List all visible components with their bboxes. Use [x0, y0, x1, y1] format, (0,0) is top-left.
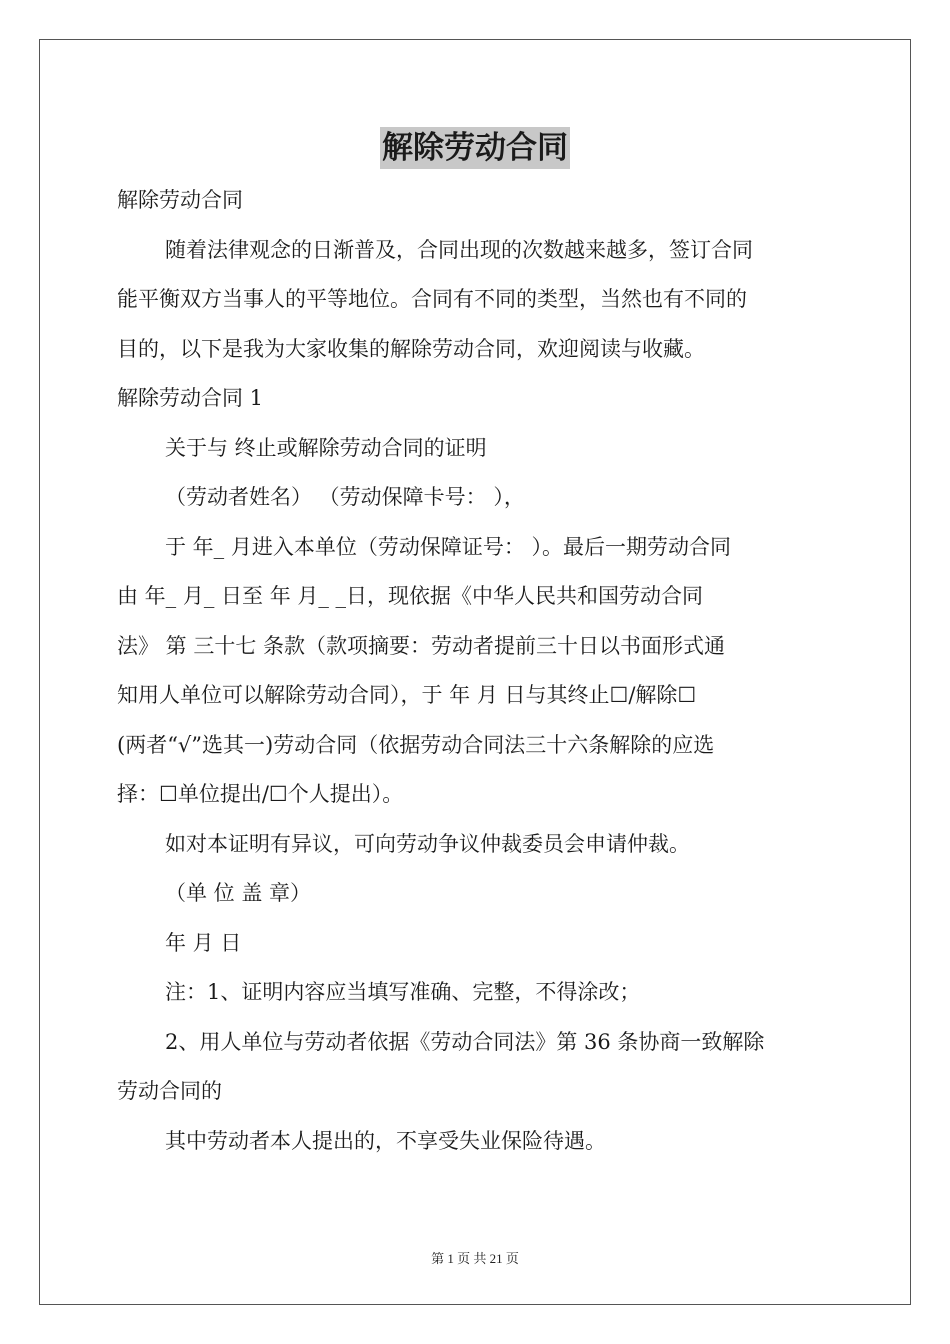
paragraph-line: (两者“√”选其一)劳动合同（依据劳动合同法三十六条解除的应选 [117, 732, 715, 757]
paragraph-line: 目的，以下是我为大家收集的解除劳动合同，欢迎阅读与收藏。 [117, 336, 705, 361]
page-footer: 第 1 页 共 21 页 [431, 1251, 519, 1266]
paragraph-line: 如对本证明有异议，可向劳动争议仲裁委员会申请仲裁。 [165, 831, 690, 856]
paragraph-line: 法》 第 三十七 条款（款项摘要：劳动者提前三十日以书面形式通 [117, 633, 726, 658]
section-heading: 解除劳动合同 1 [117, 386, 264, 410]
title-container [0, 127, 950, 169]
paragraph-line: 由 年_ 月_ 日至 年 月_ _日，现依据《中华人民共和国劳动合同 [117, 584, 704, 608]
paragraph-line: 随着法律观念的日渐普及，合同出现的次数越来越多，签订合同 [165, 237, 753, 262]
paragraph-line: 劳动合同的 [117, 1079, 222, 1103]
paragraph-line: 关于与 终止或解除劳动合同的证明 [165, 435, 487, 460]
paragraph-line: 能平衡双方当事人的平等地位。合同有不同的类型，当然也有不同的 [117, 287, 747, 311]
paragraph-line: 其中劳动者本人提出的，不享受失业保险待遇。 [165, 1128, 606, 1153]
paragraph-line: （劳动者姓名） （劳动保障卡号： ）， [165, 485, 525, 509]
document-title: 解除劳动合同 [380, 127, 570, 169]
paragraph-line: 2、用人单位与劳动者依据《劳动合同法》第 36 条协商一致解除 [165, 1029, 765, 1054]
paragraph-line: 于 年_ 月进入本单位（劳动保障证号： ）。最后一期劳动合同 [165, 534, 732, 559]
paragraph-line: 知用人单位可以解除劳动合同），于 年 月 日与其终止☐/解除☐ [117, 683, 697, 707]
section-heading: 解除劳动合同 [117, 188, 243, 212]
paragraph-line: 注：1、证明内容应当填写准确、完整，不得涂改； [165, 980, 641, 1004]
paragraph-line: （单 位 盖 章） [165, 881, 312, 905]
paragraph-line: 年 月 日 [165, 930, 242, 955]
document-body [117, 176, 837, 1166]
paragraph-line: 择：☐单位提出/☐个人提出）。 [117, 782, 404, 806]
